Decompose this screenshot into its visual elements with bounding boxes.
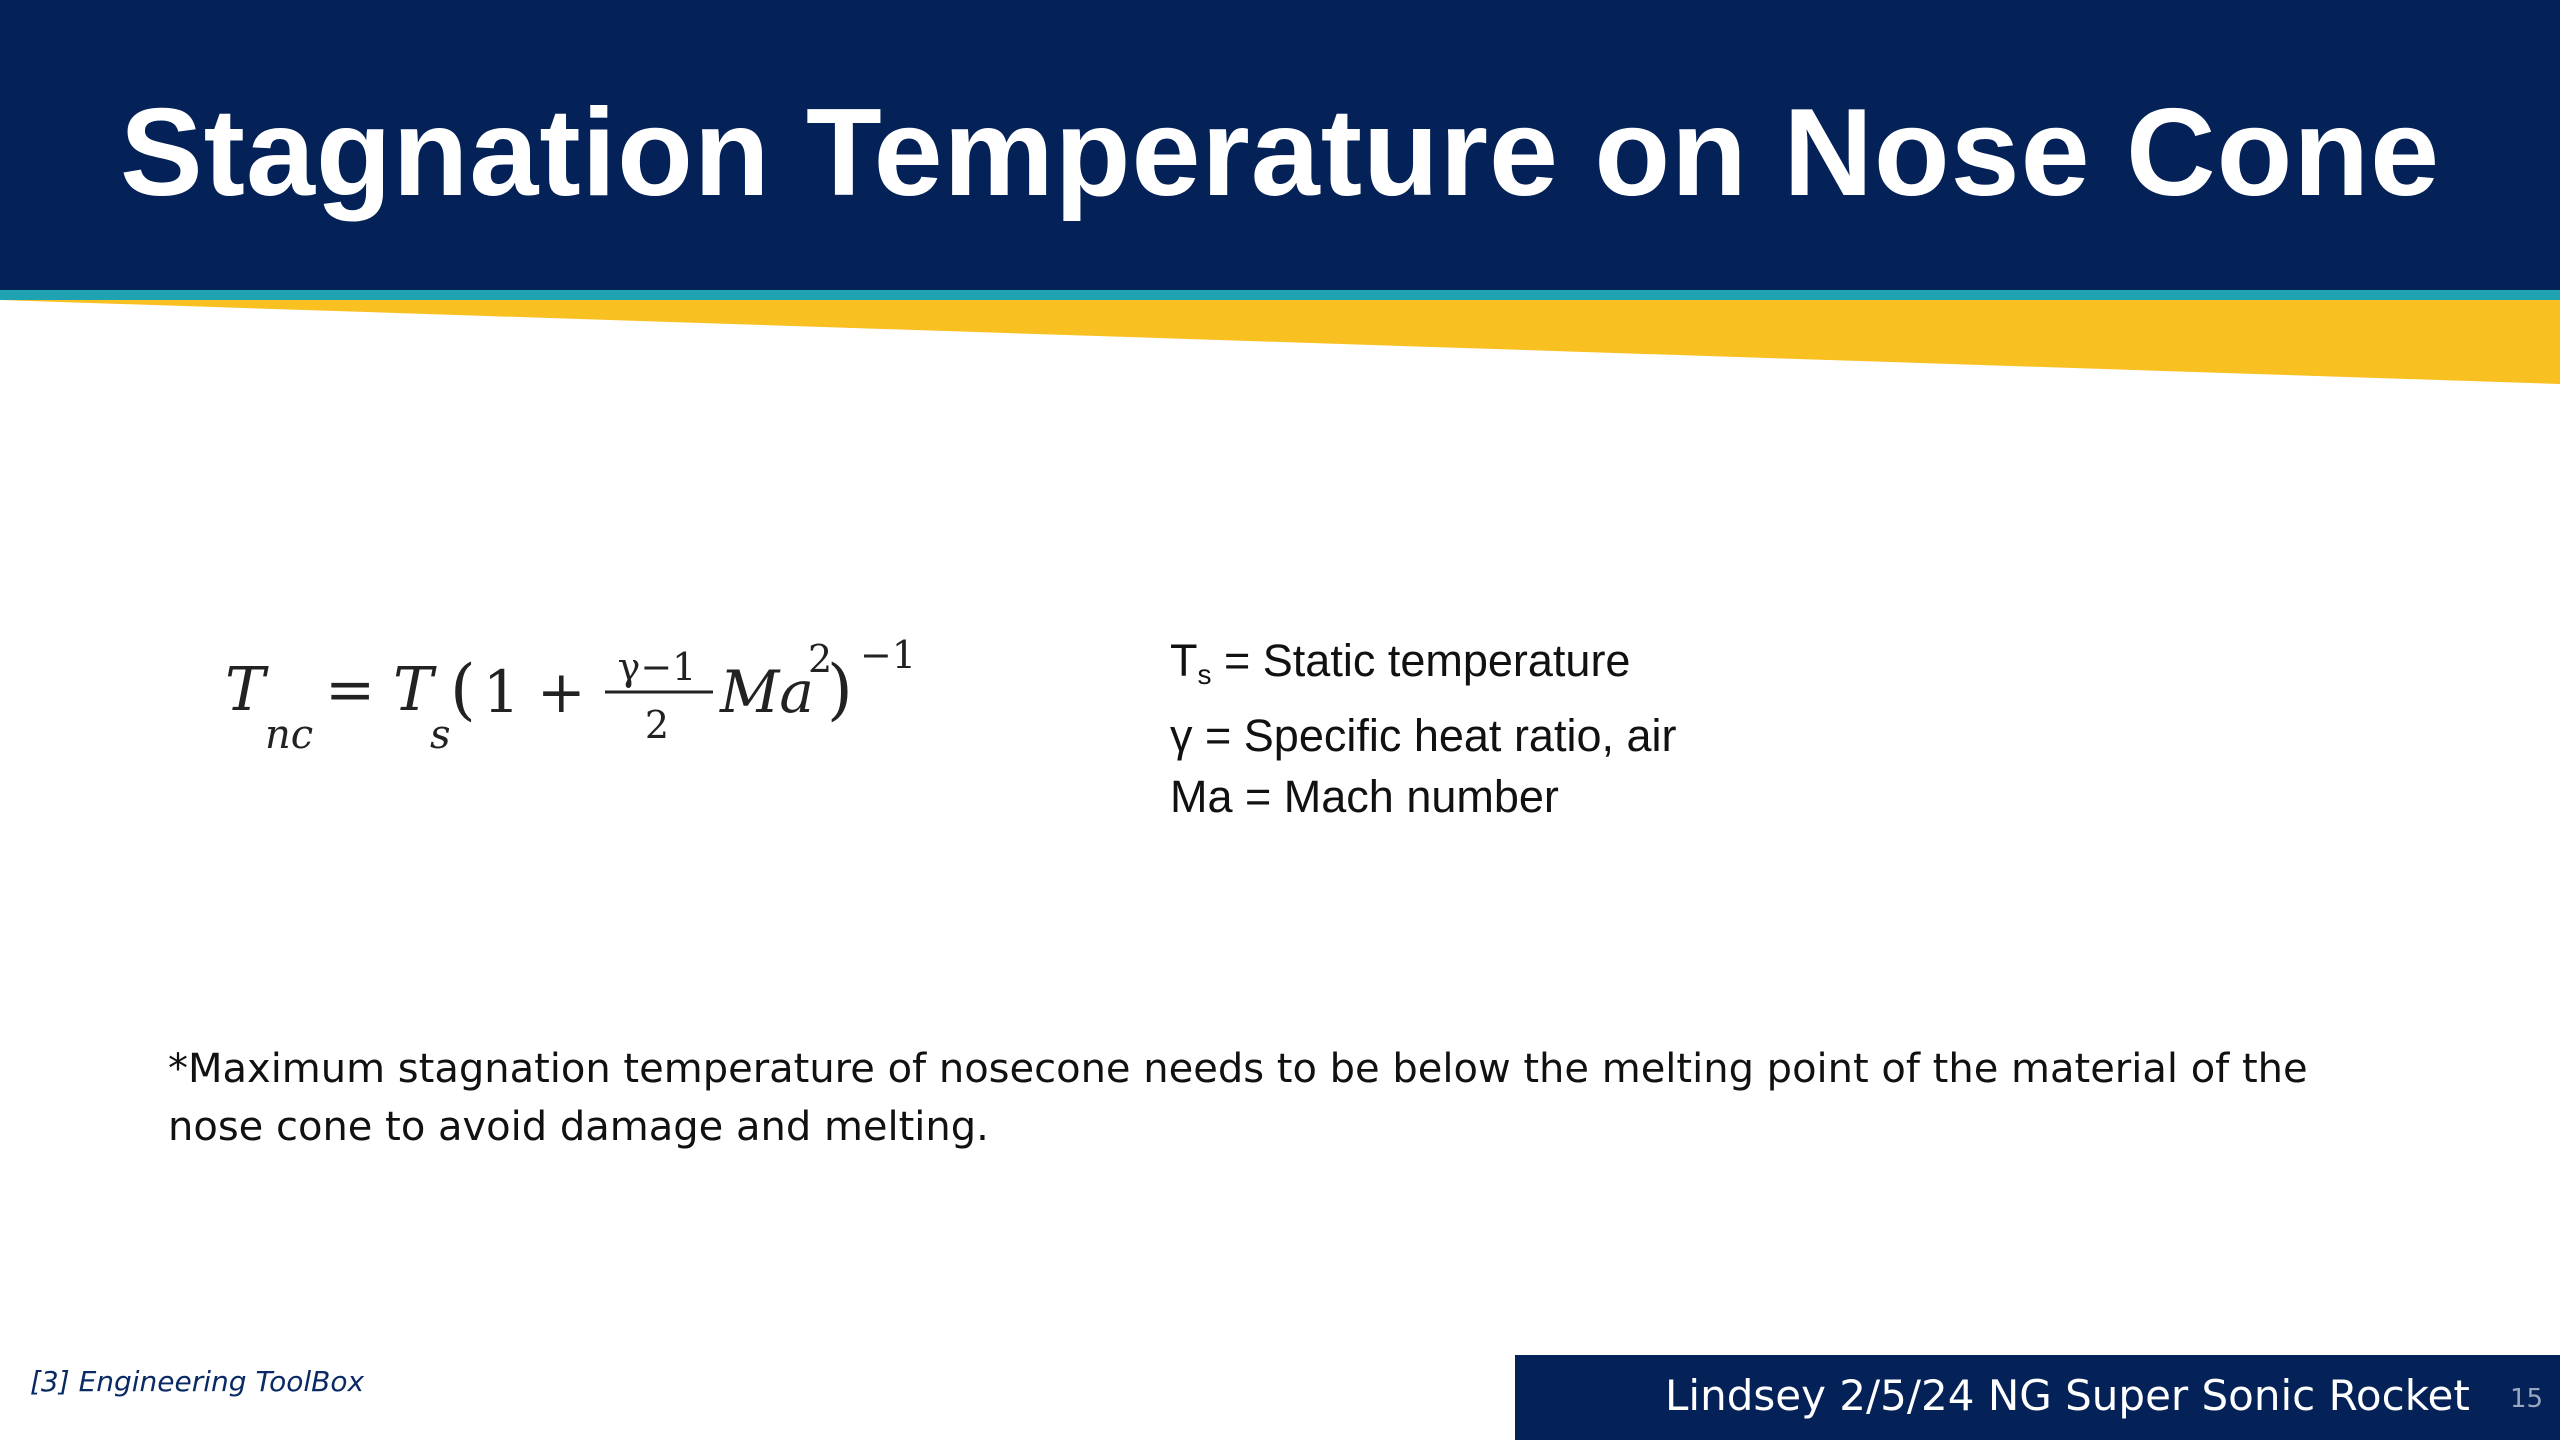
formula-lhs-subscript: nc	[265, 712, 314, 758]
slide-number: 15	[2510, 1384, 2544, 1414]
legend-ts-definition: = Static temperature	[1211, 635, 1631, 686]
legend-ts-line	[1170, 630, 1677, 705]
melting-point-note: *Maximum stagnation temperature of nosecone needs to be below the melting point of the material of the nose cone to avoid damage and melting.	[168, 1046, 2308, 1150]
citation: [3] Engineering ToolBox	[30, 1365, 365, 1398]
formula-outer-exponent: −1	[860, 633, 917, 677]
formula-equals: =	[325, 655, 376, 725]
legend-ma-line: Ma = Mach number	[1170, 771, 1559, 822]
teal-stripe	[0, 290, 2560, 300]
slide-title: Stagnation Temperature on Nose Cone	[119, 84, 2441, 222]
formula-fraction-denominator: 2	[644, 703, 670, 747]
legend-ts-symbol: T	[1170, 635, 1198, 686]
formula-lhs-symbol: T	[225, 655, 266, 725]
formula-mach-exponent: 2	[808, 637, 833, 681]
footer-text: Lindsey 2/5/24 NG Super Sonic Rocket	[1665, 1371, 2470, 1420]
formula-fraction-numerator: γ−1	[617, 645, 697, 689]
formula-close-paren: )	[827, 651, 853, 728]
legend-ts-subscript: s	[1197, 659, 1212, 690]
formula-rhs-subscript: s	[430, 712, 451, 758]
gold-stripe	[0, 290, 2560, 384]
variable-legend	[1170, 630, 1677, 827]
legend-gamma-line: γ = Specific heat ratio, air	[1170, 710, 1677, 761]
formula-mach-symbol: Ma	[720, 658, 814, 726]
accent-stripes	[0, 290, 2560, 390]
formula-one: 1	[483, 658, 520, 726]
formula-rhs-symbol: T	[393, 655, 434, 725]
formula-open-paren: (	[450, 651, 476, 728]
formula-plus: +	[537, 658, 586, 726]
stagnation-formula	[225, 620, 945, 780]
